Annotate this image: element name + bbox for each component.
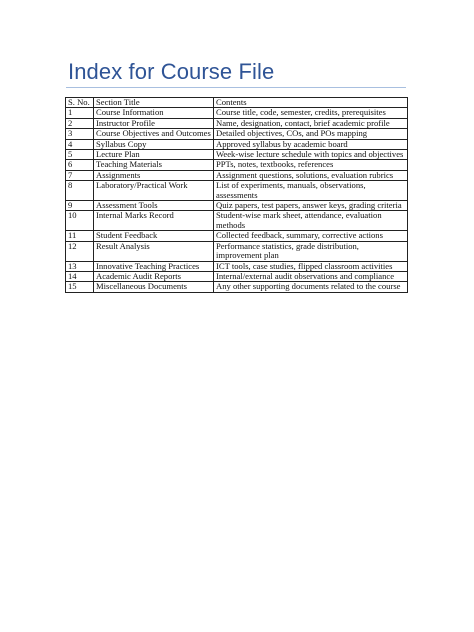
cell-contents: PPTs, notes, textbooks, references <box>214 160 408 170</box>
title-divider <box>66 87 406 88</box>
cell-sno: 9 <box>66 201 94 211</box>
table-row <box>66 118 408 128</box>
cell-section-title: Course Information <box>94 108 214 118</box>
cell-section-title: Lecture Plan <box>94 150 214 160</box>
cell-section-title: Result Analysis <box>94 241 214 261</box>
cell-section-title: Miscellaneous Documents <box>94 282 214 292</box>
table-row <box>66 211 408 231</box>
cell-contents: Performance statistics, grade distribution, improvement plan <box>214 241 408 261</box>
cell-section-title: Student Feedback <box>94 231 214 241</box>
cell-sno: 3 <box>66 129 94 139</box>
header-sno: S. No. <box>66 98 94 108</box>
table-row <box>66 150 408 160</box>
cell-section-title: Internal Marks Record <box>94 211 214 231</box>
cell-contents: Collected feedback, summary, corrective actions <box>214 231 408 241</box>
cell-section-title: Academic Audit Reports <box>94 271 214 281</box>
cell-contents: Week-wise lecture schedule with topics and objectives <box>214 150 408 160</box>
cell-sno: 15 <box>66 282 94 292</box>
cell-sno: 13 <box>66 261 94 271</box>
cell-contents: Assignment questions, solutions, evaluation rubrics <box>214 170 408 180</box>
header-section-title: Section Title <box>94 98 214 108</box>
table-row <box>66 271 408 281</box>
table-row <box>66 261 408 271</box>
table-row <box>66 201 408 211</box>
table-row <box>66 108 408 118</box>
cell-contents: Course title, code, semester, credits, prerequisites <box>214 108 408 118</box>
cell-section-title: Assignments <box>94 170 214 180</box>
cell-contents: Quiz papers, test papers, answer keys, grading criteria <box>214 201 408 211</box>
cell-sno: 1 <box>66 108 94 118</box>
cell-contents: Approved syllabus by academic board <box>214 139 408 149</box>
cell-contents: Internal/external audit observations and compliance <box>214 271 408 281</box>
cell-contents: List of experiments, manuals, observations, assessments <box>214 181 408 201</box>
cell-sno: 6 <box>66 160 94 170</box>
table-row <box>66 181 408 201</box>
cell-sno: 7 <box>66 170 94 180</box>
table-row <box>66 160 408 170</box>
cell-contents: Name, designation, contact, brief academic profile <box>214 118 408 128</box>
table-row <box>66 129 408 139</box>
table-row <box>66 139 408 149</box>
cell-section-title: Laboratory/Practical Work <box>94 181 214 201</box>
cell-sno: 10 <box>66 211 94 231</box>
cell-contents: Any other supporting documents related to the course <box>214 282 408 292</box>
cell-section-title: Innovative Teaching Practices <box>94 261 214 271</box>
page-title: Index for Course File <box>68 59 275 84</box>
cell-section-title: Instructor Profile <box>94 118 214 128</box>
cell-sno: 14 <box>66 271 94 281</box>
table-header-row <box>66 98 408 108</box>
cell-section-title: Syllabus Copy <box>94 139 214 149</box>
cell-section-title: Teaching Materials <box>94 160 214 170</box>
cell-contents: Detailed objectives, COs, and POs mapping <box>214 129 408 139</box>
cell-section-title: Assessment Tools <box>94 201 214 211</box>
table-row <box>66 231 408 241</box>
cell-sno: 2 <box>66 118 94 128</box>
course-file-index-table <box>65 97 408 293</box>
cell-sno: 5 <box>66 150 94 160</box>
cell-contents: Student-wise mark sheet, attendance, evaluation methods <box>214 211 408 231</box>
cell-contents: ICT tools, case studies, flipped classroom activities <box>214 261 408 271</box>
cell-sno: 12 <box>66 241 94 261</box>
cell-section-title: Course Objectives and Outcomes <box>94 129 214 139</box>
cell-sno: 4 <box>66 139 94 149</box>
table-row <box>66 170 408 180</box>
cell-sno: 8 <box>66 181 94 201</box>
cell-sno: 11 <box>66 231 94 241</box>
table-row <box>66 241 408 261</box>
header-contents: Contents <box>214 98 408 108</box>
table-row <box>66 282 408 292</box>
